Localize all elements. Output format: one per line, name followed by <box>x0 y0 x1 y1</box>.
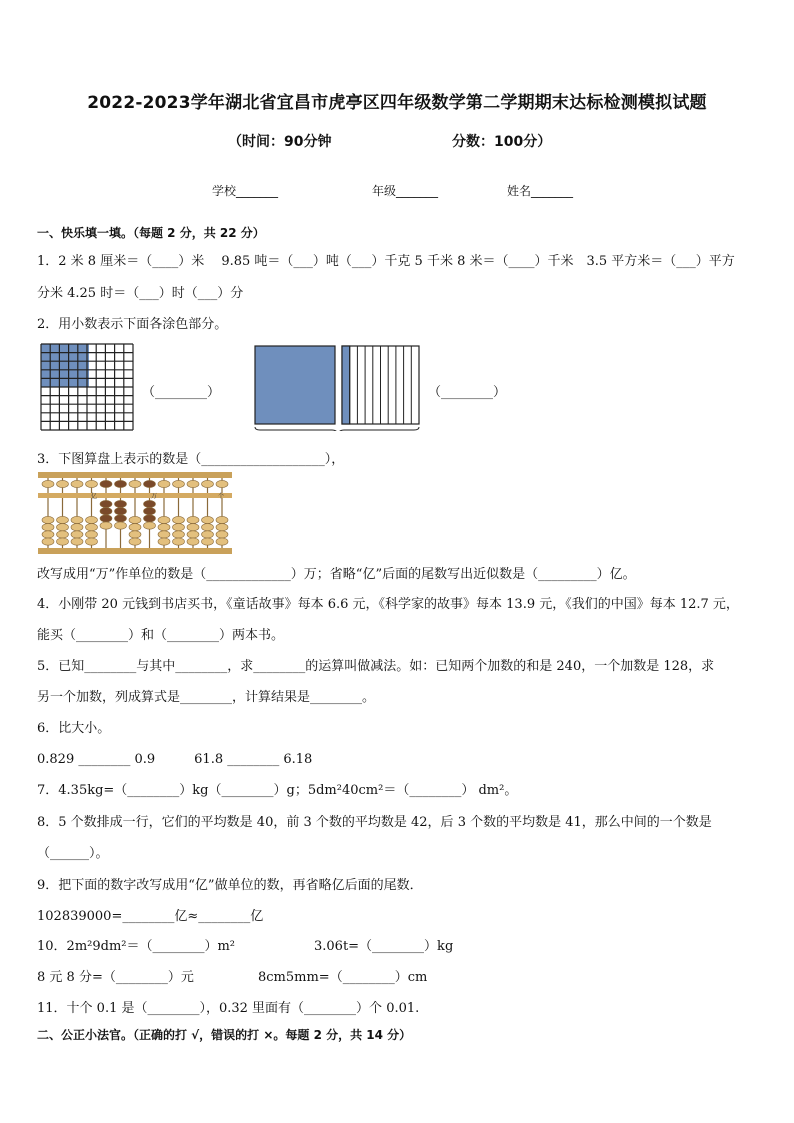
abacus-bead <box>86 538 98 545</box>
abacus-bead <box>86 524 98 531</box>
abacus-bead <box>202 531 214 538</box>
abacus-bead <box>144 515 156 522</box>
section1-heading: 一、快乐填一填。（每题 2 分，共 22 分） <box>37 226 265 240</box>
q3-line2: 改写成用“万”作单位的数是（_____________）万；省略“亿”后面的尾数写出近似数是（_________）亿。 <box>37 567 636 582</box>
abacus-bead <box>129 480 141 487</box>
exam-title: 2022-2023学年湖北省宜昌市虎亭区四年级数学第二学期期末达标检测模拟试题 <box>87 93 707 113</box>
abacus-bead <box>57 538 69 545</box>
q10-line1a: 10．2m²9dm²＝（________）m² <box>37 939 236 954</box>
abacus-bead <box>42 516 54 523</box>
abacus-bead <box>42 524 54 531</box>
q9-text: 9．把下面的数字改写成用“亿”做单位的数，再省略亿后面的尾数． <box>37 878 423 893</box>
abacus-bead <box>144 508 156 515</box>
abacus-bead <box>100 480 112 487</box>
q4-line2: 能买（________）和（________）两本书。 <box>37 628 285 643</box>
abacus-bead <box>202 524 214 531</box>
abacus-bead <box>187 538 199 545</box>
abacus-bead <box>216 524 228 531</box>
abacus-bead <box>57 480 69 487</box>
abacus-top-frame <box>38 472 232 478</box>
abacus-bead <box>57 531 69 538</box>
abacus-bead <box>144 480 156 487</box>
label-yi: 亿 <box>91 493 98 500</box>
abacus-bead <box>100 500 112 507</box>
abacus-bead <box>173 480 185 487</box>
abacus-bead <box>100 522 112 529</box>
q8-line1: 8．5 个数排成一行，它们的平均数是 40，前 3 个数的平均数是 42，后 3 个数的平均数是 41，那么中间的一个数是 <box>37 815 712 830</box>
abacus-bead <box>86 480 98 487</box>
abacus-bead <box>86 516 98 523</box>
abacus-bead <box>216 480 228 487</box>
q10-line1b: 3.06t=（________）kg <box>314 939 454 954</box>
q5-line2: 另一个加数，列成算式是________，计算结果是________。 <box>37 690 376 705</box>
q8-line2: （______）。 <box>37 846 109 861</box>
abacus-bead <box>100 515 112 522</box>
name-field: 姓名_______ <box>507 184 574 198</box>
q2-text: 2．用小数表示下面各涂色部分。 <box>37 317 228 332</box>
abacus-bead <box>71 516 83 523</box>
q2-blank2: （________） <box>428 385 507 400</box>
exam-score: 分数：100分） <box>452 134 552 150</box>
abacus-bead <box>42 538 54 545</box>
grid-figure <box>40 343 134 431</box>
abacus-bead <box>71 524 83 531</box>
q9-line2: 102839000=________亿≈________亿 <box>37 909 264 924</box>
abacus-bead <box>158 531 170 538</box>
abacus-bead <box>187 524 199 531</box>
abacus-bead <box>187 516 199 523</box>
abacus-bead <box>71 480 83 487</box>
q10-line2b: 8cm5mm=（________）cm <box>258 970 428 985</box>
brace <box>255 427 419 431</box>
q1-line1: 1．2 米 8 厘米＝（____）米 9.85 吨＝（___）吨（___）千克 5 千米 8 米＝（____）千米 3.5 平方米＝（___）平方 <box>37 254 735 269</box>
abacus-bead <box>173 516 185 523</box>
label-ge: 个 <box>218 493 225 500</box>
abacus-bead <box>202 538 214 545</box>
abacus-bead <box>187 480 199 487</box>
full-square <box>255 346 335 424</box>
shaded-strip <box>342 346 350 424</box>
abacus-bead <box>129 538 141 545</box>
abacus-bead <box>100 508 112 515</box>
label-wan: 万 <box>151 493 158 500</box>
abacus-bead <box>216 538 228 545</box>
abacus-bead <box>202 516 214 523</box>
q5-line1: 5．已知________与其中________，求________的运算叫做减法。如：已知两个加数的和是 240，一个加数是 128，求 <box>37 659 715 674</box>
abacus-bead <box>173 531 185 538</box>
abacus-bead <box>173 524 185 531</box>
abacus-bead <box>115 522 127 529</box>
abacus-beam <box>38 493 232 498</box>
abacus-bead <box>144 500 156 507</box>
abacus-bead <box>86 531 98 538</box>
q11-text: 11．十个 0.1 是（________），0.32 里面有（________）个 0.01. <box>37 1001 420 1016</box>
abacus-bead <box>57 524 69 531</box>
q2-blank1: （________） <box>142 385 221 400</box>
abacus-bead <box>129 531 141 538</box>
abacus-bead <box>158 524 170 531</box>
abacus-bead <box>42 480 54 487</box>
abacus <box>38 472 232 554</box>
q3-text: 3．下图算盘上表示的数是（___________________）， <box>37 452 345 467</box>
q4-line1: 4．小刚带 20 元钱到书店买书，《童话故事》每本 6.6 元，《科学家的故事》每本 13.9 元，《我们的中国》每本 12.7 元， <box>37 597 739 612</box>
abacus-bead <box>115 500 127 507</box>
abacus-bead <box>57 516 69 523</box>
abacus-bead <box>129 516 141 523</box>
q7-text: 7．4.35kg=（________）kg（________）g；5dm²40cm²＝（________） dm²。 <box>37 783 518 798</box>
q6-line2: 0.829 ________ 0.9 61.8 ________ 6.18 <box>37 752 313 767</box>
abacus-bead <box>173 538 185 545</box>
q10-line2a: 8 元 8 分=（________）元 <box>37 970 194 985</box>
abacus-bead <box>115 508 127 515</box>
abacus-bead <box>187 531 199 538</box>
abacus-bead <box>71 538 83 545</box>
abacus-bead <box>115 515 127 522</box>
shaded-area <box>41 344 89 387</box>
abacus-bead <box>71 531 83 538</box>
abacus-bottom-frame <box>38 548 232 554</box>
abacus-bead <box>158 538 170 545</box>
section2-heading: 二、公正小法官。（正确的打 √，错误的打 ×。每题 2 分，共 14 分） <box>37 1028 412 1042</box>
abacus-bead <box>115 480 127 487</box>
abacus-bead <box>202 480 214 487</box>
abacus-bead <box>129 524 141 531</box>
q6-text: 6．比大小。 <box>37 721 111 736</box>
abacus-bead <box>42 531 54 538</box>
q1-line2: 分米 4.25 时＝（___）时（___）分 <box>37 286 244 301</box>
grade-field: 年级_______ <box>372 184 439 198</box>
abacus-bead <box>216 516 228 523</box>
abacus-bead <box>216 531 228 538</box>
strips-figure <box>252 343 422 431</box>
abacus-bead <box>144 522 156 529</box>
abacus-bead <box>158 480 170 487</box>
abacus-bead <box>158 516 170 523</box>
exam-time: （时间：90分钟 <box>228 134 332 150</box>
school-field: 学校_______ <box>212 184 279 198</box>
